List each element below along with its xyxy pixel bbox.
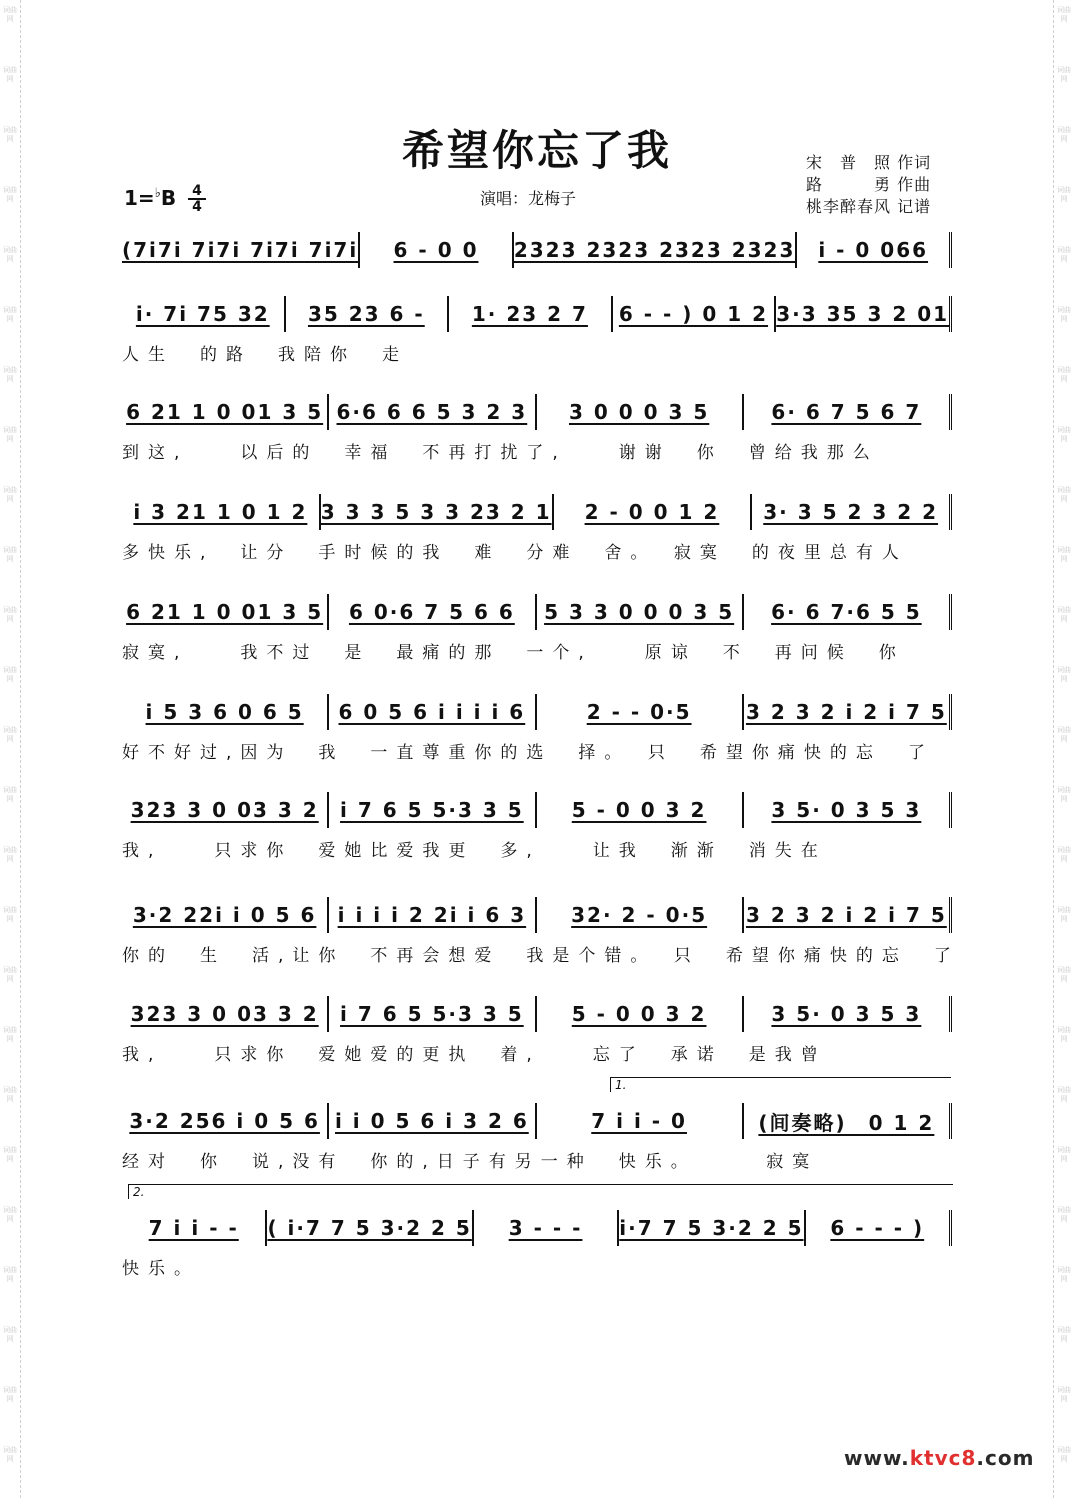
measure-notes: 3 0 0 0 3 5: [568, 400, 710, 424]
measure: [537, 694, 744, 730]
measure: [744, 897, 952, 933]
watermark-text: 词曲网: [1057, 726, 1071, 743]
measure: [267, 1210, 473, 1246]
measure: [537, 594, 744, 630]
watermark-text: 词曲网: [1057, 1086, 1071, 1103]
notation-row: [122, 1210, 952, 1246]
measure: [329, 694, 536, 730]
website-logo: www.ktvc8.com: [844, 1446, 1035, 1470]
measure: [321, 494, 554, 530]
watermark-text: 词曲网: [3, 666, 17, 683]
lyrics-row: 好不好过,因为 我 一直尊重你的选 择。 只 希望你痛快的忘 了: [122, 743, 934, 763]
composer-credit: 路 勇 作曲: [806, 175, 932, 194]
watermark-text: 词曲网: [3, 306, 17, 323]
watermark-text: 词曲网: [1057, 546, 1071, 563]
measure: [122, 296, 286, 332]
measure: [122, 494, 321, 530]
measure: [329, 792, 536, 828]
watermark-text: 词曲网: [3, 1446, 17, 1463]
measure-notes: 3· 3 5 2 3 2 2: [763, 500, 939, 524]
watermark-text: 词曲网: [3, 1086, 17, 1103]
watermark-text: 词曲网: [3, 426, 17, 443]
measure: [286, 296, 450, 332]
measure-notes: i 7 6 5 5·3 3 5: [340, 1002, 524, 1026]
measure-notes: ( i·7 7 5 3·2 2 5: [267, 1216, 472, 1240]
watermark-text: 词曲网: [1057, 246, 1071, 263]
measure-notes: 6 21 1 0 01 3 5: [126, 400, 324, 424]
measure: [122, 996, 329, 1032]
watermark-text: 词曲网: [3, 1326, 17, 1343]
volta-bracket: 1.: [610, 1077, 951, 1092]
measure: [744, 394, 952, 430]
watermark-text: 词曲网: [3, 546, 17, 563]
song-title: 希望你忘了我: [401, 126, 672, 175]
measure-notes: 2 - - 0·5: [586, 700, 692, 724]
measure: [744, 996, 952, 1032]
measure: [797, 232, 952, 268]
lyrics-row: 我, 只求你 爱她爱的更执 着, 忘了 承诺 是我曾: [122, 1045, 827, 1065]
measure-notes: 6 - - - ): [830, 1216, 925, 1240]
measure-notes: i i 0 5 6 i 3 2 6: [334, 1109, 529, 1133]
measure: [752, 494, 952, 530]
measure: [474, 1210, 619, 1246]
measure-notes: (间奏略) 0 1 2: [758, 1110, 935, 1135]
measure-notes: 3·2 256 i 0 5 6: [129, 1109, 320, 1133]
watermark-text: 词曲网: [3, 1266, 17, 1283]
measure: [122, 897, 329, 933]
measure: [744, 792, 952, 828]
watermark-text: 词曲网: [3, 786, 17, 803]
measure-notes: 1· 23 2 7: [471, 302, 588, 326]
measure: [537, 897, 744, 933]
measure: [613, 296, 777, 332]
notation-row: [122, 1103, 952, 1139]
time-signature-top: 4: [188, 184, 206, 200]
measure-notes: 323 3 0 03 3 2: [130, 798, 319, 822]
watermark-text: 词曲网: [1057, 606, 1071, 623]
measure: [122, 694, 329, 730]
measure-notes: 3·3 35 3 2 01: [776, 302, 950, 326]
measure-notes: 6 0 5 6 i i i i 6: [338, 700, 526, 724]
notation-row: [122, 232, 952, 268]
transcriber-credit: 桃李醉春风 记谱: [806, 197, 932, 216]
measure-notes: 6 - - ) 0 1 2: [618, 302, 769, 326]
measure-notes: 3 5· 0 3 5 3: [771, 1002, 922, 1026]
watermark-text: 词曲网: [1057, 1386, 1071, 1403]
watermark-text: 词曲网: [1057, 366, 1071, 383]
measure-notes: 6 21 1 0 01 3 5: [126, 600, 324, 624]
measure: [744, 694, 952, 730]
measure-notes: i· 7i 75 32: [135, 302, 270, 326]
measure: [329, 394, 536, 430]
watermark-text: 词曲网: [3, 6, 17, 23]
watermark-text: 词曲网: [3, 1206, 17, 1223]
measure: [514, 232, 798, 268]
measure-notes: i 5 3 6 0 6 5: [145, 700, 304, 724]
measure: [122, 1103, 329, 1139]
watermark-text: 词曲网: [3, 186, 17, 203]
singer-credit: 演唱：龙梅子: [480, 189, 577, 208]
watermark-text: 词曲网: [3, 486, 17, 503]
watermark-text: 词曲网: [3, 906, 17, 923]
measure-notes: 3 - - -: [508, 1216, 583, 1240]
watermark-text: 词曲网: [3, 1386, 17, 1403]
measure: [329, 897, 536, 933]
measure: [122, 1210, 267, 1246]
measure: [744, 1103, 952, 1139]
measure-notes: 5 3 3 0 0 0 3 5: [544, 600, 735, 624]
lyrics-row: 我, 只求你 爱她比爱我更 多, 让我 渐渐 消失在: [122, 841, 827, 861]
measure-notes: i i i i 2 2i i 6 3: [337, 903, 527, 927]
measure: [537, 996, 744, 1032]
watermark-text: 词曲网: [1057, 186, 1071, 203]
measure-notes: 35 23 6 -: [307, 302, 425, 326]
measure: [619, 1210, 805, 1246]
time-signature: [188, 184, 206, 214]
measure-notes: 6·6 6 6 5 3 2 3: [336, 400, 528, 424]
measure: [360, 232, 514, 268]
notation-row: [122, 494, 952, 530]
notation-row: [122, 394, 952, 430]
watermark-text: 词曲网: [3, 846, 17, 863]
measure: [554, 494, 753, 530]
measure: [806, 1210, 952, 1246]
watermark-text: 词曲网: [1057, 1026, 1071, 1043]
watermark-text: 词曲网: [3, 246, 17, 263]
measure: [744, 594, 952, 630]
measure-notes: 7 i i - 0: [591, 1109, 687, 1133]
measure-notes: 6 - 0 0: [393, 238, 479, 262]
measure: [329, 594, 536, 630]
measure-notes: 3 2 3 2 i 2 i 7 5: [745, 700, 947, 724]
measure-notes: 5 - 0 0 3 2: [571, 798, 707, 822]
notation-row: [122, 897, 952, 933]
measure-notes: 323 3 0 03 3 2: [130, 1002, 319, 1026]
measure: [776, 296, 952, 332]
watermark-text: 词曲网: [1057, 126, 1071, 143]
lyrics-row: 人生 的路 我陪你 走: [122, 345, 408, 365]
measure-notes: 3 3 3 5 3 3 23 2 1: [320, 500, 552, 524]
watermark-text: 词曲网: [3, 66, 17, 83]
watermark-text: 词曲网: [3, 1146, 17, 1163]
watermark-text: 词曲网: [1057, 486, 1071, 503]
watermark-text: 词曲网: [1057, 1326, 1071, 1343]
watermark-text: 词曲网: [1057, 966, 1071, 983]
watermark-text: 词曲网: [3, 966, 17, 983]
watermark-text: 词曲网: [3, 366, 17, 383]
time-signature-bottom: 4: [192, 199, 202, 215]
measure-notes: 3 5· 0 3 5 3: [771, 798, 922, 822]
notation-row: [122, 694, 952, 730]
watermark-text: 词曲网: [1057, 66, 1071, 83]
lyrics-row: 快乐。: [122, 1259, 200, 1279]
measure-notes: i 3 21 1 0 1 2: [133, 500, 308, 524]
watermark-text: 词曲网: [3, 126, 17, 143]
watermark-text: 词曲网: [1057, 1146, 1071, 1163]
measure: [122, 594, 329, 630]
watermark-text: 词曲网: [1057, 426, 1071, 443]
measure: [122, 792, 329, 828]
notation-row: [122, 296, 952, 332]
watermark-text: 词曲网: [1057, 306, 1071, 323]
measure: [537, 394, 744, 430]
measure-notes: 6· 6 7·6 5 5: [771, 600, 922, 624]
notation-row: [122, 792, 952, 828]
measure-notes: 32· 2 - 0·5: [571, 903, 708, 927]
watermark-text: 词曲网: [1057, 906, 1071, 923]
measure: [537, 792, 744, 828]
watermark-text: 词曲网: [1057, 1266, 1071, 1283]
watermark-text: 词曲网: [3, 1026, 17, 1043]
measure-notes: 7 i i - -: [148, 1216, 239, 1240]
lyricist-credit: 宋 普 照 作词: [806, 153, 932, 172]
watermark-text: 词曲网: [1057, 666, 1071, 683]
measure: [329, 996, 536, 1032]
measure-notes: 2323 2323 2323 2323: [513, 238, 796, 262]
measure-notes: 3·2 22i i 0 5 6: [132, 903, 317, 927]
watermark-text: 词曲网: [1057, 6, 1071, 23]
measure-notes: i - 0 066: [818, 238, 929, 262]
measure: [122, 394, 329, 430]
measure: [449, 296, 613, 332]
measure-notes: 6 0·6 7 5 6 6: [348, 600, 515, 624]
watermark-text: 词曲网: [1057, 1206, 1071, 1223]
measure-notes: i·7 7 5 3·2 2 5: [619, 1216, 804, 1240]
watermark-text: 词曲网: [1057, 786, 1071, 803]
watermark-text: 词曲网: [3, 726, 17, 743]
lyrics-row: 你的 生 活,让你 不再会想爱 我是个错。 只 希望你痛快的忘 了: [122, 946, 960, 966]
credits: [806, 152, 931, 218]
measure-notes: 5 - 0 0 3 2: [571, 1002, 707, 1026]
measure-notes: 2 - 0 0 1 2: [584, 500, 720, 524]
lyrics-row: 多快乐, 让分 手时候的我 难 分难 舍。 寂寞 的夜里总有人: [122, 543, 908, 563]
measure-notes: 3 2 3 2 i 2 i 7 5: [745, 903, 947, 927]
measure: [122, 232, 360, 268]
measure-notes: i 7 6 5 5·3 3 5: [340, 798, 524, 822]
watermark-text: 词曲网: [1057, 1446, 1071, 1463]
measure: [329, 1103, 536, 1139]
lyrics-row: 到这, 以后的 幸福 不再打扰了, 谢谢 你 曾给我那么: [122, 443, 879, 463]
notation-row: [122, 594, 952, 630]
lyrics-row: 寂寞, 我不过 是 最痛的那 一个, 原谅 不 再问候 你: [122, 643, 905, 663]
watermark-text: 词曲网: [3, 606, 17, 623]
key-signature: 1=♭B: [124, 186, 177, 210]
watermark-text: 词曲网: [1057, 846, 1071, 863]
measure-notes: (7i7i 7i7i 7i7i 7i7i: [122, 238, 359, 262]
volta-bracket: 2.: [128, 1184, 953, 1199]
measure: [537, 1103, 744, 1139]
notation-row: [122, 996, 952, 1032]
lyrics-row: 经对 你 说,没有 你的,日子有另一种 快乐。 寂寞: [122, 1152, 819, 1172]
measure-notes: 6· 6 7 5 6 7: [771, 400, 922, 424]
